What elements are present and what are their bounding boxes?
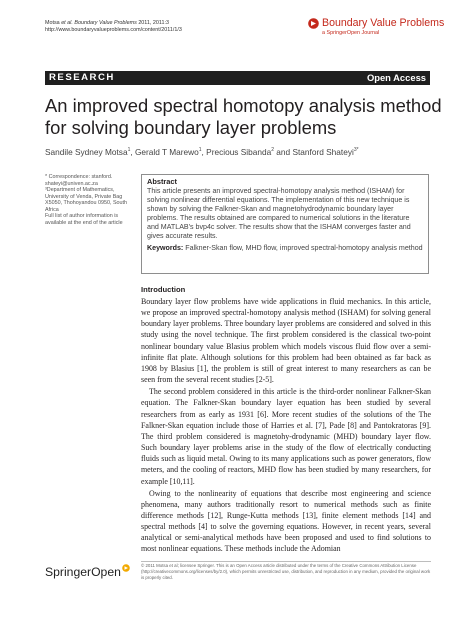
journal-logo-icon: [308, 18, 319, 29]
author-separator: ,: [130, 146, 135, 157]
author-affiliation-mark: 1: [127, 147, 131, 153]
abstract-text: This article presents an improved spectral-homotopy analysis method (ISHAM) for solving nonlinear differential equations. The implementation of this new technique is shown by solving the Falkner-Skan and magnetohydrodynamic boundary layer problems. The results obtained are compared to numerical solutions in the literature and MATLAB's bvp4c solver. The results show that the ISHAM converges faster and gives accurate results.: [147, 187, 411, 240]
author-list: [45, 145, 445, 157]
author-affiliation-mark: 1: [198, 147, 202, 153]
footer-divider: [141, 561, 431, 562]
author-name[interactable]: Sandile Sydney Motsa: [45, 146, 128, 157]
keywords-label: Keywords:: [147, 244, 184, 253]
author-separator: ,: [201, 146, 207, 157]
citation-authors: Motsa: [45, 20, 60, 26]
publisher-logo[interactable]: [45, 565, 130, 579]
citation-journal: Boundary Value Problems: [74, 20, 137, 26]
article-body: [141, 285, 431, 555]
journal-subtitle: a SpringerOpen Journal: [322, 30, 380, 36]
article-type-label: RESEARCH: [49, 72, 115, 83]
citation-line: [45, 20, 182, 27]
author-info-note: Full list of author information is available at the end of the article: [45, 213, 123, 226]
publisher-name: SpringerOpen: [45, 565, 121, 579]
citation-url[interactable]: http://www.boundaryvalueproblems.com/content/2011/1/3: [45, 27, 182, 34]
open-access-label: Open Access: [366, 72, 426, 83]
keywords-list: Falkner-Skan flow, MHD flow, improved spectral-homotopy analysis method: [185, 244, 423, 253]
article-type-banner: [45, 71, 430, 85]
author-name[interactable]: Stanford Shateyi: [292, 146, 354, 157]
abstract-heading: Abstract: [147, 177, 177, 186]
journal-title: Boundary Value Problems: [322, 17, 445, 29]
article-title: An improved spectral homotopy analysis method for solving boundary layer problems: [45, 95, 442, 138]
publisher-logo-icon: [122, 564, 130, 572]
correspondence-email[interactable]: shateyi@univen.ac.za: [45, 180, 98, 187]
license-note: © 2011 Motsa et al; licensee Springer. This is an Open Access article distributed under the terms of the Creative Commons Attribution License (http://creativecommons.org/licenses/by/2.0), which permits unrestricted use, distribution, and reproduction in any medium, provided the original work is properly cited.: [141, 563, 431, 580]
abstract-box: [141, 174, 429, 274]
keywords: [147, 244, 423, 253]
citation-etal: et al.: [61, 20, 73, 26]
author-affiliation-mark: 2: [271, 147, 274, 153]
citation-year: 2011, 2011:3: [138, 20, 169, 26]
author-affiliation-mark: 3*: [353, 147, 359, 153]
author-separator: and: [274, 146, 293, 157]
section-heading: Introduction: [141, 285, 186, 294]
running-header: [45, 20, 182, 35]
body-paragraph: Owing to the nonlinearity of equations that describe most engineering and science phenomena, many authors traditionally resort to numerical methods such as finite difference methods [12], Runge-Kutta methods [13], finite element methods [14] and spectral methods [4] to solve the governing equations. However, in recent years, several analytical or semi-analytical methods have been proposed and used to find solutions to most nonlinear equations. These methods include the Adomian: [141, 488, 431, 554]
author-name[interactable]: Gerald T Marewo: [134, 146, 199, 157]
body-paragraph: The second problem considered in this article is the third-order nonlinear Falkner-Skan equation. The Falkner-Skan boundary layer equation has been studied by several researchers from as early as 1931 [6]. More recent studies of the solutions of the The Falkner-Skan equation include those of Harries et al. [7], Pade [8] and Pantokratoras [9]. The third problem considered is magnetohy-drodynamic (MHD) boundary layer flow. Such boundary layer problems arise in the study of the flow of electrically conducting fluids such as liquid metal. Owing to its many applications such as power generators, flow meters, and the cooling of reactors, MHD flow has been studied by many researchers, for example [10,11].: [141, 387, 431, 486]
author-name[interactable]: Precious Sibanda: [206, 146, 272, 157]
correspondence-sidebar: [45, 174, 133, 226]
affiliation-text: ³Department of Mathematics, University of Venda, Private Bag X5050, Thohoyandou 0950, South Africa: [45, 187, 128, 213]
correspondence-label: * Correspondence: stanford.: [45, 174, 113, 180]
body-paragraph: Boundary layer flow problems have wide applications in fluid mechanics. In this article, we propose an improved spectral-homotopy analysis method (ISHAM) for solving general boundary layer problems. Three boundary layer problems are considered and solved in this study using the novel technique. The first problem considered is the classical two-point nonlinear boundary value Blasius problem which models viscous fluid flow over a semi-infinite flat plate. Although solutions for this problem had been obtained as far back as 1908 by Blasius [1], the problem is still of great interest to many researchers as can be seen from the several recent studies [2-5].: [141, 297, 431, 385]
